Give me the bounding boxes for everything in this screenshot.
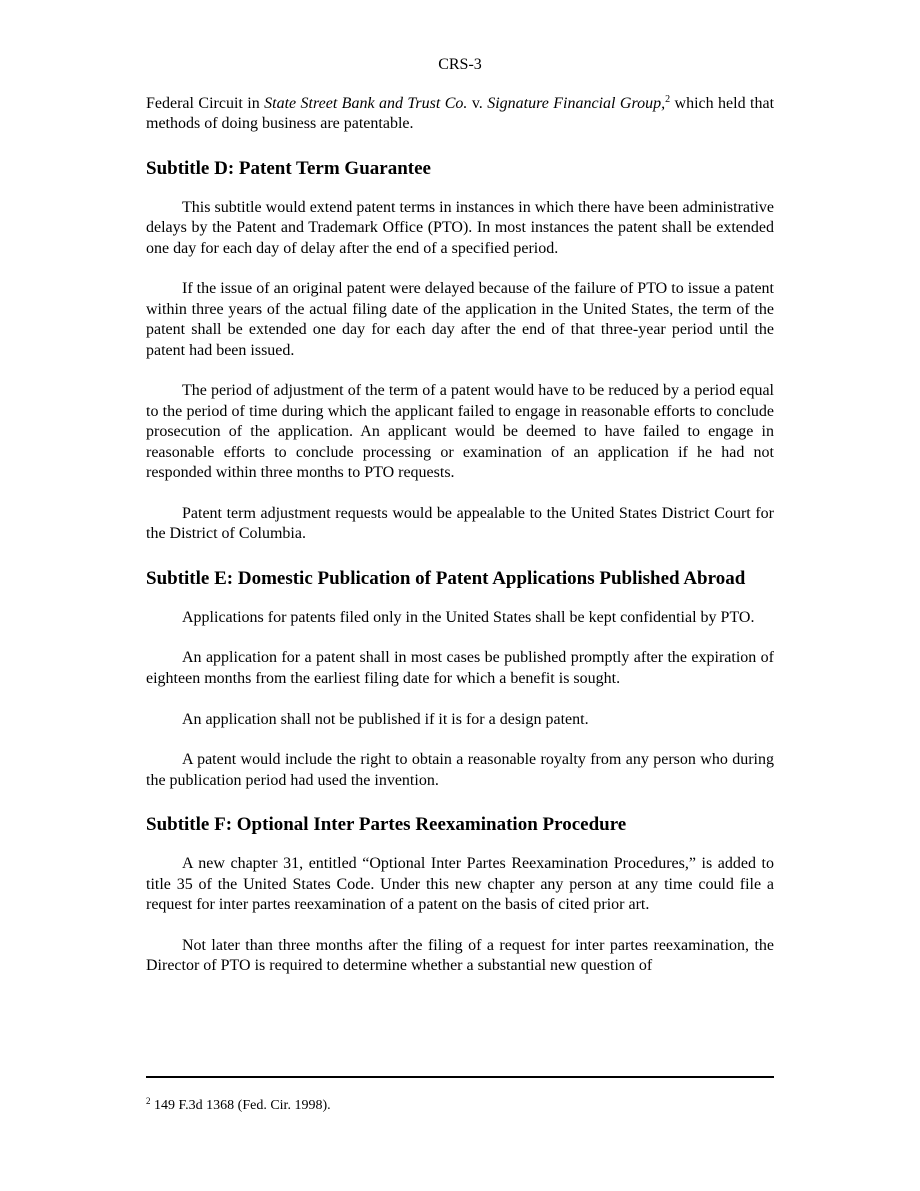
footnote (146, 1097, 774, 1115)
subtitle-e-paragraph: An application for a patent shall in most cases be published promptly after the expiration of eighteen months from the earliest filing date for which a benefit is sought. (146, 649, 774, 687)
page-header (0, 55, 920, 75)
subtitle-e-paragraph: An application shall not be published if it is for a design patent. (182, 710, 589, 728)
subtitle-f-paragraph: A new chapter 31, entitled “Optional Inter Partes Reexamination Procedures,” is added to title 35 of the United States Code. Under this new chapter any person at any time could file a request for inter partes reexamination of a patent on the basis of cited prior art. (146, 855, 774, 914)
subtitle-d-paragraph: This subtitle would extend patent terms in instances in which there have been administrative delays by the Patent and Trademark Office (PTO). In most instances the patent shall be extended one day for each day of delay after the end of a specified period. (146, 198, 774, 257)
page-number: CRS-3 (438, 56, 482, 73)
subtitle-d-heading: Subtitle D: Patent Term Guarantee (146, 157, 431, 179)
subtitle-f-paragraph: Not later than three months after the filing of a request for inter partes reexamination, the Director of PTO is required to determine whether a substantial new question of (146, 936, 774, 975)
intro-paragraph: Federal Circuit in State Street Bank and Trust Co. v. Signature Financial Group,$^2$ which held that methods of doing business are patentable. (146, 94, 775, 133)
footnote-number: 2 (146, 1096, 151, 1106)
case-name-part2: Signature Financial Group, (487, 95, 666, 112)
case-name-part1: State Street Bank and Trust Co. (264, 95, 468, 112)
subtitle-e-paragraph: A patent would include the right to obtain a reasonable royalty from any person who during the publication period had used the invention. (146, 751, 774, 789)
document-body (146, 94, 774, 977)
subtitle-e-heading: Subtitle E: Domestic Publication of Patent Applications Published Abroad (146, 567, 746, 589)
subtitle-d-paragraph: The period of adjustment of the term of a patent would have to be reduced by a period equal to the period of time during which the applicant failed to engage in reasonable efforts to conclude prosecution of the application. An applicant would be deemed to have failed to engage in reasonable efforts to conclude processing or examination of an application if he had not responded within three months to PTO requests. (146, 382, 774, 482)
subtitle-d-paragraph: Patent term adjustment requests would be appealable to the United States District Court for the District of Columbia. (146, 504, 774, 543)
subtitle-e-paragraph: Applications for patents filed only in the United States shall be kept confidential by PTO. (182, 608, 755, 626)
subtitle-d-paragraph: If the issue of an original patent were delayed because of the failure of PTO to issue a patent within three years of the actual filing date of the application in the United States, the term of the patent shall be extended one day for each day after the end of that three-year period until the patent had been issued. (146, 280, 774, 359)
footnote-text: 149 F.3d 1368 (Fed. Cir. 1998). (150, 1098, 331, 1113)
subtitle-f-heading: Subtitle F: Optional Inter Partes Reexamination Procedure (146, 814, 627, 836)
footnote-divider (146, 1076, 774, 1078)
footnote-reference[interactable]: 2 (665, 94, 671, 105)
